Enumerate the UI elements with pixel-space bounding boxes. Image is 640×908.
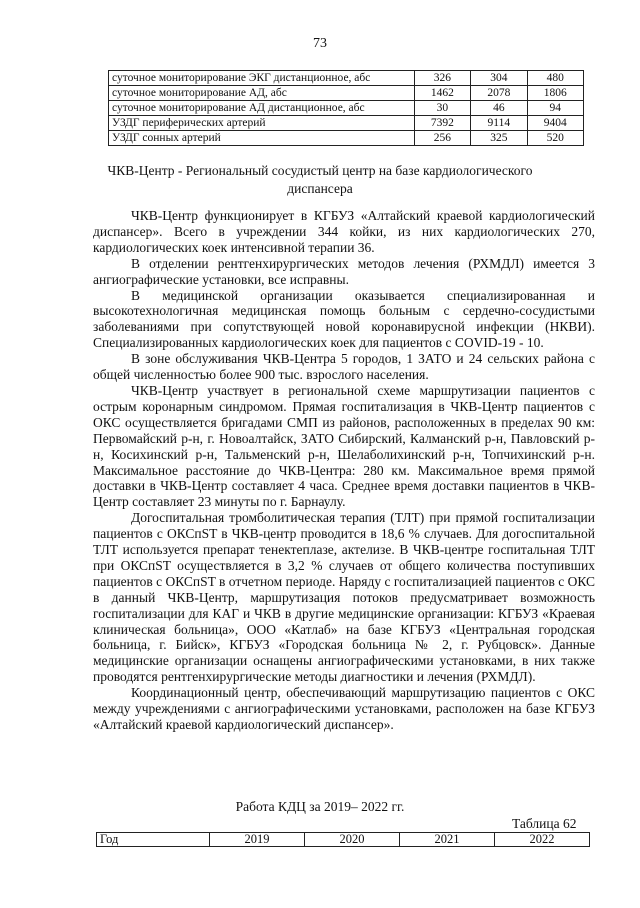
bottom-data-table <box>96 832 590 847</box>
row-label: суточное мониторирование АД, абс <box>109 86 415 101</box>
table-row <box>109 131 584 146</box>
year-header: 2020 <box>305 833 400 847</box>
cell-value: 94 <box>527 101 583 116</box>
row-label: УЗДГ периферических артерий <box>109 116 415 131</box>
cell-value: 1462 <box>414 86 470 101</box>
cell-value: 480 <box>527 71 583 86</box>
cell-value: 7392 <box>414 116 470 131</box>
table-header-row <box>97 833 590 847</box>
table-row <box>109 101 584 116</box>
row-label: суточное мониторирование ЭКГ дистанционное, абс <box>109 71 415 86</box>
column-header: Год <box>97 833 210 847</box>
cell-value: 325 <box>471 131 527 146</box>
table-row <box>109 116 584 131</box>
paragraph: В зоне обслуживания ЧКВ-Центра 5 городов, 1 ЗАТО и 24 сельских района с общей численностью более 900 тыс. взрослого населения. <box>93 351 595 383</box>
cell-value: 30 <box>414 101 470 116</box>
table-row <box>109 71 584 86</box>
cell-value: 9114 <box>471 116 527 131</box>
cell-value: 520 <box>527 131 583 146</box>
cell-value: 2078 <box>471 86 527 101</box>
body-text <box>93 208 595 733</box>
table-row <box>109 86 584 101</box>
cell-value: 46 <box>471 101 527 116</box>
row-label: УЗДГ сонных артерий <box>109 131 415 146</box>
paragraph: В отделении рентгенхирургических методов лечения (РХМДЛ) имеется 3 ангиографические установки, все исправны. <box>93 255 595 287</box>
paragraph: В медицинской организации оказывается специализированная и высокотехнологичная медицинская помощь больным с сердечно-сосудистыми заболеваниями при сопутствующей новой коронавирусной инфекции (НКВИ). Специализированных кардиологических коек для пациентов с COVID-19 - 10. <box>93 287 595 351</box>
year-header: 2021 <box>400 833 495 847</box>
paragraph: Координационный центр, обеспечивающий маршрутизацию пациентов с ОКС между учреждениями с ангиографическими установками, расположен на базе КГБУЗ «Алтайский краевой кардиологический диспансер». <box>93 685 595 732</box>
table-caption: Работа КДЦ за 2019– 2022 гг. <box>235 799 405 814</box>
cell-value: 326 <box>414 71 470 86</box>
year-header: 2022 <box>495 833 590 847</box>
cell-value: 256 <box>414 131 470 146</box>
paragraph: Догоспитальная тромболитическая терапия (ТЛТ) при прямой госпитализации пациентов с ОКСпST в ЧКВ-центр проводится в 18,6 % случаев. Для догоспитальной ТЛТ используется препарат тенектеплазе, актелизе. В ЧКВ-центре госпитальная ТЛТ при ОКСпST осуществляется в 3,2 % случаев от общего количества поступивших пациентов с ОКСпST в отчетном периоде. Наряду с госпитализацией пациентов с ОКС в данный ЧКВ-Центр, маршрутизация потоков предусматривает возможность госпитализации для КАГ и ЧКВ в другие медицинские организации: КГБУЗ «Краевая клиническая больница», ООО «Катлаб» на базе КГБУЗ «Центральная городская больница, г. Бийск», КГБУЗ «Городская больница № 2, г. Рубцовск». Данные медицинские организации оснащены ангиографическими установками, в них также проводятся рентгенхирургические методы диагностики и лечения (РХМДЛ). <box>93 510 595 685</box>
table-number: Таблица 62 <box>512 816 577 831</box>
top-data-table <box>108 70 584 146</box>
cell-value: 1806 <box>527 86 583 101</box>
paragraph: ЧКВ-Центр участвует в региональной схеме маршрутизации пациентов с острым коронарным синдромом. Прямая госпитализация в ЧКВ-Центр пациентов с ОКС осуществляется бригадами СМП из районов, расположенных в пределах 90 км: Первомайский р-н, г. Новоалтайск, ЗАТО Сибирский, Калманский р-н, Павловский р-н, Косихинский р-н, Тальменский р-н, Шелаболихинский р-н, Топчихинский р-н. Максимальное расстояние до ЧКВ-Центра: 280 км. Максимальное время прямой доставки в ЧКВ-Центр составляет 4 часа. Среднее время доставки пациентов в ЧКВ-Центр составляет 23 минуты по г. Барнаулу. <box>93 382 595 510</box>
row-label: суточное мониторирование АД дистанционное, абс <box>109 101 415 116</box>
cell-value: 9404 <box>527 116 583 131</box>
cell-value: 304 <box>471 71 527 86</box>
year-header: 2019 <box>210 833 305 847</box>
section-title: ЧКВ-Центр - Региональный сосудистый центр на базе кардиологического диспансера <box>107 163 533 196</box>
page-number: 73 <box>313 36 327 51</box>
paragraph: ЧКВ-Центр функционирует в КГБУЗ «Алтайский краевой кардиологический диспансер». Всего в учреждении 344 койки, из них кардиологических 270, кардиологических коек интенсивной терапии 36. <box>93 208 595 255</box>
